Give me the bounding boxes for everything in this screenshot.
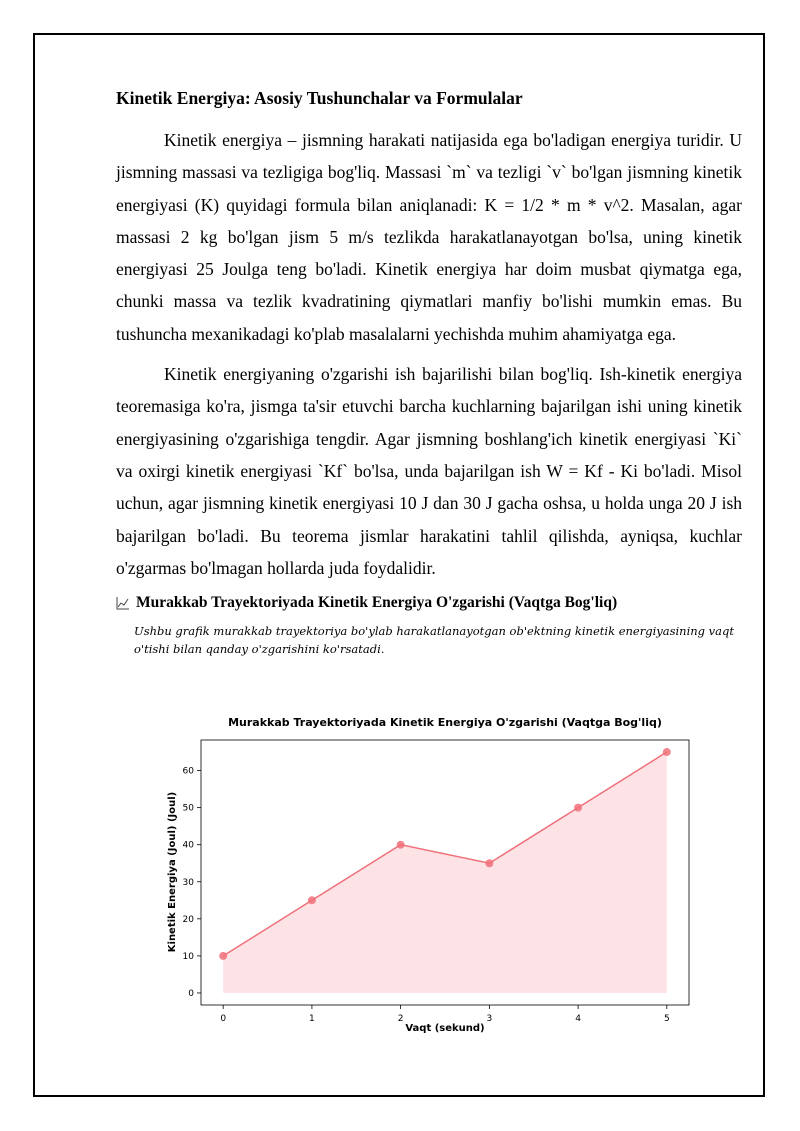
y-tick-label: 40 <box>182 840 194 851</box>
kinetic-energy-chart <box>160 712 700 1042</box>
x-tick-label: 4 <box>575 1014 581 1024</box>
y-tick-label: 60 <box>182 766 194 777</box>
x-tick-label: 3 <box>486 1014 493 1024</box>
chart-container <box>160 712 700 1042</box>
data-point-0 <box>219 952 227 960</box>
x-tick-label: 2 <box>397 1014 404 1024</box>
paragraph-1: Kinetik energiya – jismning harakati natijasida ega bo'ladigan energiya turidir. U jismning massasi va tezligiga bog'liq. Massasi `m` va tezligi `v` bo'lgan jismning kinetik energiyasi (K) quyidagi formula bilan aniqlanadi: K = 1/2 * m * v^2. Masalan, agar massasi 2 kg bo'lgan jism 5 m/s tezlikda harakatlanayotgan bo'lsa, uning kinetik energiyasi 25 Joulga teng bo'ladi. Kinetik energiya har doim musbat qiymatga ega, chunki massa va tezlik kvadratining qiymatlari manfiy bo'lishi mumkin emas. Bu tushuncha mexanikadagi ko'plab masalalarni yechishda muhim ahamiyatga ega. <box>116 130 742 344</box>
figure-title-text: Murakkab Trayektoriyada Kinetik Energiya O'zgarishi (Vaqtga Bog'liq) <box>136 594 618 612</box>
area-fill <box>223 752 667 993</box>
y-tick-label: 10 <box>182 951 194 962</box>
figure-caption: Ushbu grafik murakkab trayektoriya bo'ylab harakatlanayotgan ob'ektning kinetik energiyasining vaqt o'tishi bilan qanday o'zgarishini ko'rsatadi. <box>134 624 735 657</box>
data-point-4 <box>574 804 582 812</box>
chart-line-icon <box>116 596 130 610</box>
x-tick-label: 0 <box>220 1014 227 1024</box>
x-tick-label: 5 <box>663 1014 670 1024</box>
figure-title <box>116 594 742 612</box>
y-tick-label: 0 <box>188 988 194 999</box>
y-tick-label: 50 <box>182 803 194 814</box>
data-point-2 <box>397 841 405 849</box>
paragraph-2: Kinetik energiyaning o'zgarishi ish bajarilishi bilan bog'liq. Ish-kinetik energiya teoremasiga ko'ra, jismga ta'sir etuvchi barcha kuchlarning bajarilgan ishi uning kinetik energiyasining o'zgarishiga tengdir. Agar jismning boshlang'ich kinetik energiyasi `Ki` va oxirgi kinetik energiyasi `Kf` bo'lsa, unda bajarilgan ish W = Kf - Ki bo'ladi. Misol uchun, agar jismning kinetik energiyasi 10 J dan 30 J gacha oshsa, u holda unga 20 J ish bajarilgan bo'ladi. Bu teorema jismlar harakatini tahlil qilishda, ayniqsa, kuchlar o'zgarmas bo'lmagan hollarda juda foydalidir. <box>116 364 742 578</box>
document-heading: Kinetik Energiya: Asosiy Tushunchalar va Formulalar <box>116 88 523 108</box>
data-point-3 <box>485 859 493 867</box>
y-axis-label: Kinetik Energiya (Joul) (Joul) <box>167 791 178 953</box>
data-point-1 <box>308 896 316 904</box>
data-point-5 <box>663 748 671 756</box>
y-tick-label: 30 <box>182 877 194 888</box>
y-tick-label: 20 <box>182 914 194 925</box>
document-body <box>116 86 742 658</box>
x-axis-label: Vaqt (sekund) <box>405 1023 485 1034</box>
chart-title: Murakkab Trayektoriyada Kinetik Energiya O'zgarishi (Vaqtga Bog'liq) <box>228 716 662 729</box>
x-tick-label: 1 <box>309 1014 315 1024</box>
